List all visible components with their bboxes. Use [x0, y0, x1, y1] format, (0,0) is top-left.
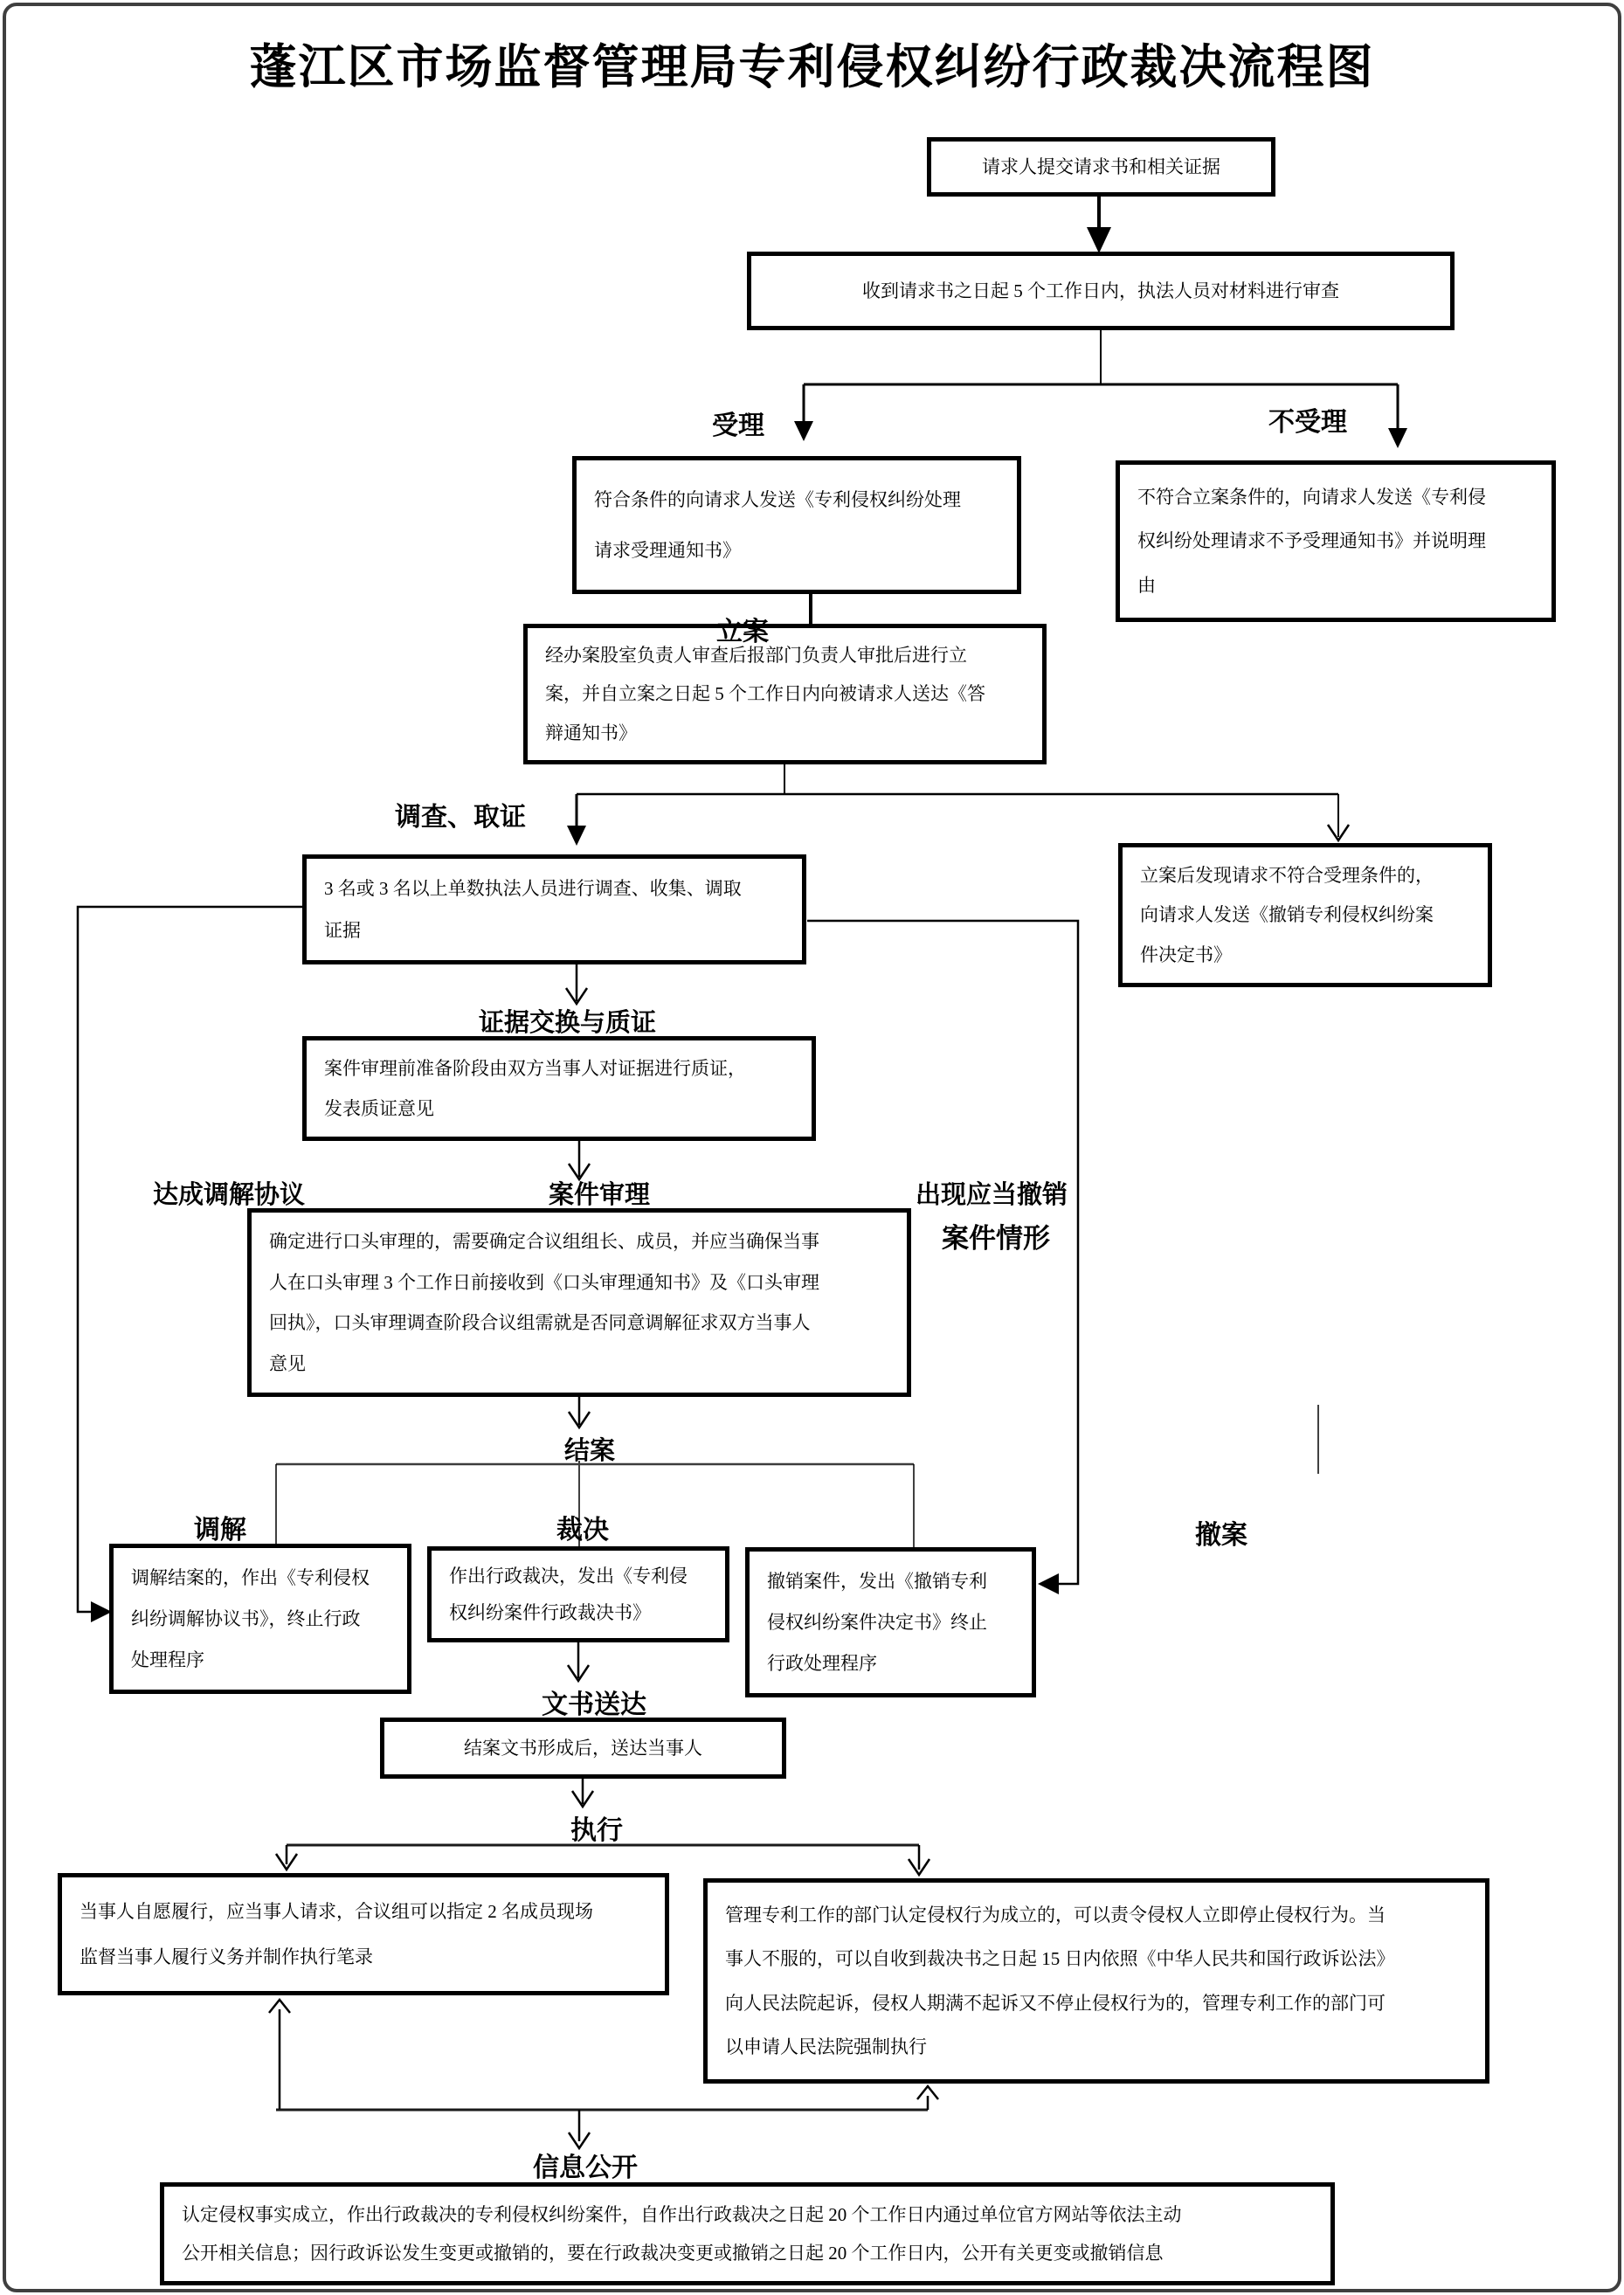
label-document-delivery: 文书送达 [542, 1690, 646, 1719]
flow-box-withdraw-after-filing-line: 向请求人发送《撤销专利侵权纠纷案 [1140, 904, 1434, 926]
label-investigate: 调查、取证 [395, 803, 526, 832]
label-reject: 不受理 [1268, 408, 1347, 437]
flow-box-submit-request-text: 请求人提交请求书和相关证据 [982, 156, 1220, 177]
flow-box-reject-notice-line: 由 [1137, 574, 1156, 596]
flow-box-investigation [302, 854, 806, 964]
label-evidence-exchange: 证据交换与质证 [479, 1009, 657, 1037]
flow-box-forced-execution-line: 向人民法院起诉，侵权人期满不起诉又不停止侵权行为的，管理专利工作的部门可 [725, 1992, 1386, 2014]
flow-box-reject-notice [1116, 460, 1556, 622]
flow-box-forced-execution-line: 事人不服的，可以自收到裁决书之日起 15 日内依照《中华人民共和国行政诉讼法》 [725, 1948, 1395, 1970]
label-withdraw: 撤案 [1195, 1521, 1247, 1550]
flow-box-withdraw-after-filing-line: 立案后发现请求不符合受理条件的， [1140, 865, 1434, 887]
flow-box-submit-request [927, 137, 1275, 197]
flow-box-info-disclosure-line: 认定侵权事实成立，作出行政裁决的专利侵权纠纷案件，自作出行政裁决之日起 20 个工作日内通过单位官方网站等依法主动 [182, 2203, 1182, 2225]
flow-box-accept-notice-line: 符合条件的向请求人发送《专利侵权纠纷处理 [594, 488, 961, 510]
flow-box-material-review-text: 收到请求书之日起 5 个工作日内，执法人员对材料进行审查 [862, 280, 1339, 301]
flow-box-hearing-line: 人在口头审理 3 个工作日前接收到《口头审理通知书》及《口头审理 [269, 1271, 819, 1293]
flow-box-mediation-result-line: 处理程序 [131, 1649, 204, 1670]
label-withdraw-situation: 出现应当撤销 [916, 1181, 1068, 1209]
flow-box-investigation-line: 3 名或 3 名以上单数执法人员进行调查、收集、调取 [324, 878, 742, 900]
flow-box-withdraw-after-filing-line: 件决定书》 [1140, 944, 1232, 965]
flow-box-material-review [747, 252, 1455, 330]
label-mediation-agreement: 达成调解协议 [153, 1181, 306, 1209]
flow-box-hearing-line: 确定进行口头审理的，需要确定合议组组长、成员，并应当确保当事 [269, 1231, 819, 1253]
flow-box-voluntary-execution-line: 监督当事人履行义务并制作执行笔录 [79, 1946, 373, 1967]
flow-box-accept-notice-line: 请求受理通知书》 [594, 539, 741, 561]
flow-box-adjudication-result-line: 权纠纷案件行政裁决书》 [449, 1601, 651, 1623]
flow-box-withdrawal-result-line: 侵权纠纷案件决定书》终止 [767, 1611, 987, 1633]
label-withdraw-situation: 案件情形 [942, 1223, 1050, 1254]
label-case-hearing: 案件审理 [549, 1181, 651, 1209]
label-file-case: 立案 [716, 618, 769, 646]
flow-box-delivery [380, 1718, 786, 1779]
flow-box-withdrawal-result-line: 撤销案件，发出《撤销专利 [767, 1570, 987, 1592]
flow-box-evidence-exchange-line: 发表质证意见 [324, 1097, 434, 1119]
flow-box-hearing [247, 1208, 911, 1397]
flow-box-withdrawal-result [745, 1547, 1036, 1697]
flow-box-file-case-line: 辩通知书》 [545, 722, 637, 743]
flow-box-accept-notice [572, 456, 1021, 594]
flow-box-delivery-text: 结案文书形成后，送达当事人 [464, 1737, 702, 1759]
label-adjudicate: 裁决 [556, 1516, 609, 1545]
flow-box-forced-execution [703, 1878, 1489, 2084]
flow-box-withdraw-after-filing [1118, 843, 1492, 987]
flow-box-mediation-result-line: 调解结案的，作出《专利侵权 [131, 1566, 370, 1588]
flow-box-info-disclosure-line: 公开相关信息；因行政诉讼发生变更或撤销的，要在行政裁决变更或撤销之日起 20 个工作日内，公开有关更变或撤销信息 [182, 2243, 1164, 2264]
label-info-disclosure: 信息公开 [533, 2153, 638, 2182]
flow-box-investigation-line: 证据 [324, 919, 361, 941]
flow-box-reject-notice-line: 不符合立案条件的，向请求人发送《专利侵 [1137, 487, 1486, 508]
flow-box-mediation-result [109, 1544, 411, 1694]
flow-box-forced-execution-line: 管理专利工作的部门认定侵权行为成立的，可以责令侵权人立即停止侵权行为。当 [725, 1904, 1386, 1925]
flow-box-adjudication-result [427, 1546, 729, 1642]
flow-box-voluntary-execution [58, 1873, 669, 1995]
flow-box-file-case-line: 案，并自立案之日起 5 个工作日内向被请求人送达《答 [545, 683, 985, 705]
flow-box-evidence-exchange-line: 案件审理前准备阶段由双方当事人对证据进行质证， [324, 1058, 746, 1080]
flow-box-adjudication-result-line: 作出行政裁决，发出《专利侵 [449, 1565, 688, 1586]
page-title: 蓬江区市场监督管理局专利侵权纠纷行政裁决流程图 [249, 41, 1375, 93]
flow-box-info-disclosure [160, 2182, 1335, 2285]
label-mediate: 调解 [194, 1516, 246, 1545]
flow-box-forced-execution-line: 以申请人民法院强制执行 [725, 2036, 927, 2057]
flow-box-hearing-line: 回执》，口头审理调查阶段合议组需就是否同意调解征求双方当事人 [269, 1312, 811, 1334]
flow-box-hearing-line: 意见 [269, 1352, 306, 1374]
label-accept: 受理 [712, 411, 764, 440]
flow-box-evidence-exchange [302, 1036, 816, 1141]
flow-box-withdrawal-result-line: 行政处理程序 [767, 1652, 877, 1674]
flow-box-voluntary-execution-line: 当事人自愿履行，应当事人请求，合议组可以指定 2 名成员现场 [79, 1900, 593, 1922]
flow-box-reject-notice-line: 权纠纷处理请求不予受理通知书》并说明理 [1137, 530, 1486, 552]
label-execute: 执行 [570, 1816, 623, 1845]
label-close-case: 结案 [564, 1437, 616, 1465]
flow-box-file-case [523, 624, 1047, 764]
flow-box-mediation-result-line: 纠纷调解协议书》，终止行政 [131, 1607, 361, 1629]
flow-box-file-case-line: 经办案股室负责人审查后报部门负责人审批后进行立 [545, 645, 967, 667]
